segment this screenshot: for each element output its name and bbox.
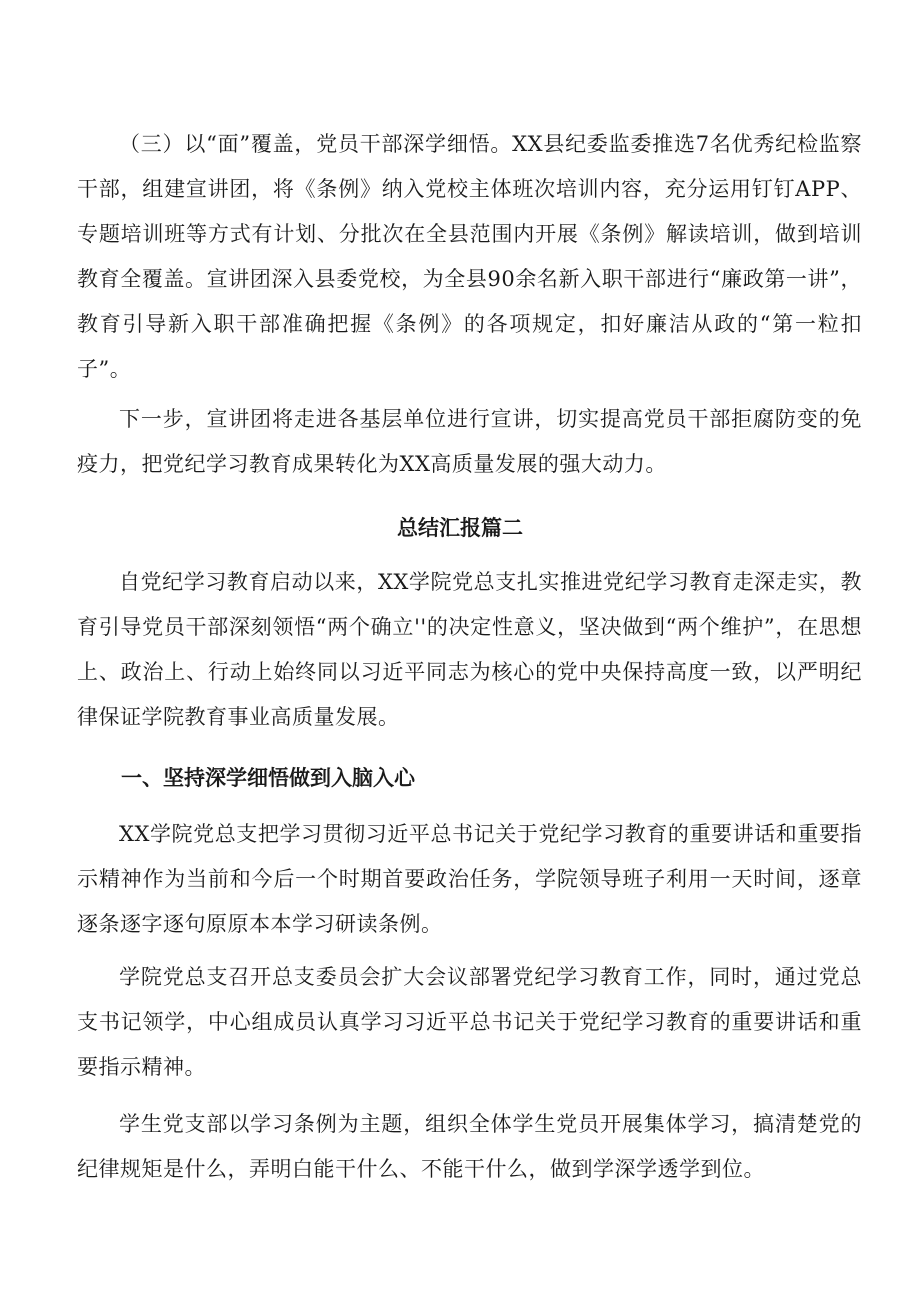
paragraph-committee-meeting: 学院党总支召开总支委员会扩大会议部署党纪学习教育工作，同时，通过党总支书记领学，中心组成员认真学习习近平总书记关于党纪学习教育的重要讲话和重要指示精神。 xyxy=(77,965,862,1079)
paragraph-next-step: 下一步，宣讲团将走进各基层单位进行宣讲，切实提高党员干部拒腐防变的免疫力，把党纪学习教育成果转化为XX高质量发展的强大动力。 xyxy=(77,407,862,476)
paragraph-study-speech: XX学院党总支把学习贯彻习近平总书记关于党纪学习教育的重要讲话和重要指示精神作为当前和今后一个时期首要政治任务，学院领导班子利用一天时间，逐章逐条逐字逐句原原本本学习研读条例。 xyxy=(77,822,862,936)
paragraph-coverage: （三）以“面”覆盖，党员干部深学细悟。XX县纪委监委推选7名优秀纪检监察干部，组建宣讲团，将《条例》纳入党校主体班次培训内容，充分运用钉钉APP、专题培训班等方式有计划、分批次在全县范围内开展《条例》解读培训，做到培训教育全覆盖。宣讲团深入县委党校，为全县90余名新入职干部进行“廉政第一讲”，教育引导新入职干部准确把握《条例》的各项规定，扣好廉洁从政的“第一粒扣子”。 xyxy=(77,132,862,381)
section-title: 总结汇报篇二 xyxy=(397,516,523,540)
paragraph-intro: 自党纪学习教育启动以来，XX学院党总支扎实推进党纪学习教育走深走实，教育引导党员干部深刻领悟“两个确立''的决定性意义，坚决做到“两个维护”，在思想上、政治上、行动上始终同以习近平同志为核心的党中央保持高度一致，以严明纪律保证学院教育事业高质量发展。 xyxy=(77,570,862,729)
paragraph-student-branch: 学生党支部以学习条例为主题，组织全体学生党员开展集体学习，搞清楚党的纪律规矩是什么，弄明白能干什么、不能干什么，做到学深学透学到位。 xyxy=(77,1112,862,1181)
subheading-one: 一、坚持深学细悟做到入脑入心 xyxy=(121,766,415,790)
